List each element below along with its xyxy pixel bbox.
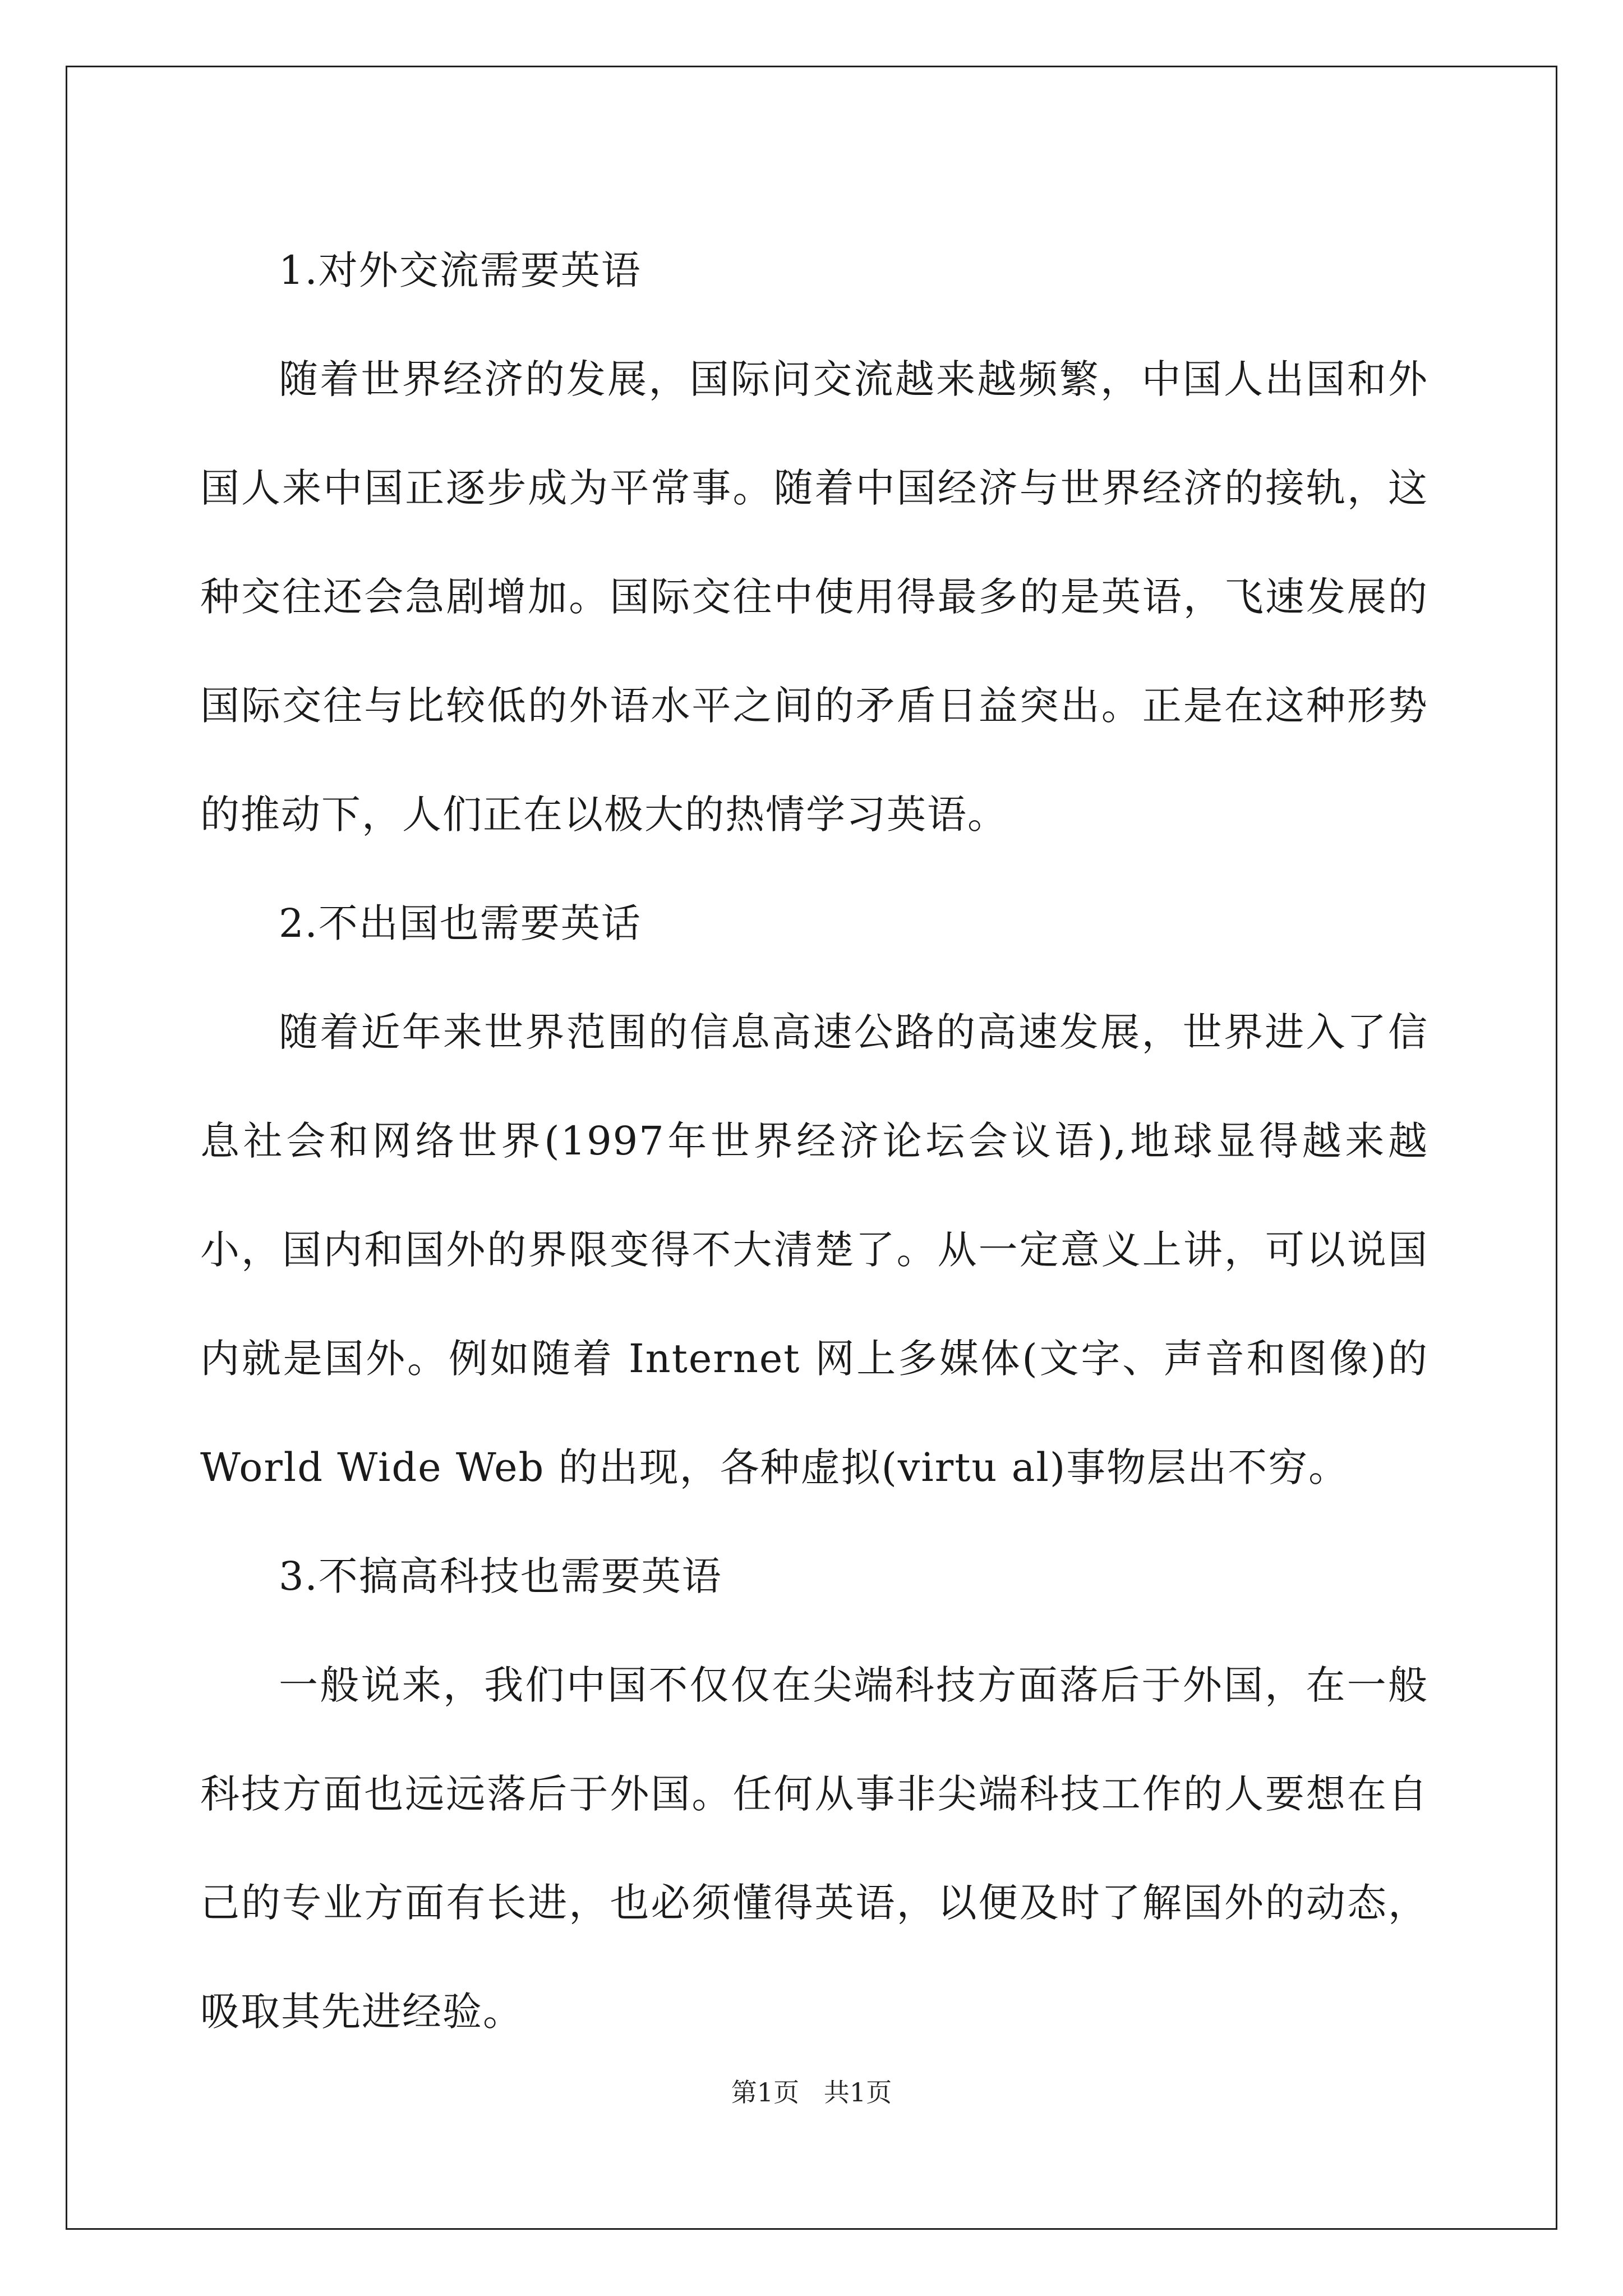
section-heading-2: 2.不出国也需要英话 [279, 900, 642, 946]
section-paragraph-3: 一般说来，我们中国不仅仅在尖端科技方面落后于外国，在一般科技方面也远远落后于外国。任何从事非尖端科技工作的人要想在自己的专业方面有长进，也必须懂得英语，以便及时了解国外的动态，吸取其先进经验。 [200, 1662, 1428, 2035]
section-heading-3: 3.不搞高科技也需要英语 [279, 1553, 722, 1599]
section-heading-1: 1.对外交流需要英语 [279, 247, 642, 293]
section-paragraph-1: 随着世界经济的发展，国际问交流越来越频繁，中国人出国和外国人来中国正逐步成为平常事。随着中国经济与世界经济的接轨，这种交往还会急剧增加。国际交往中使用得最多的是英语，飞速发展的国际交往与比较低的外语水平之间的矛盾日益突出。正是在这种形势的推动下，人们正在以极大的热情学习英语。 [200, 356, 1428, 838]
document-body [200, 216, 1428, 2066]
page-footer: 第1页 共1页 [731, 2077, 892, 2108]
section-paragraph-2: 随着近年来世界范围的信息高速公路的高速发展，世界进入了信息社会和网络世界(1997年世界经济论坛会议语),地球显得越来越小，国内和国外的界限变得不大清楚了。从一定意义上讲，可以说国内就是国外。例如随着 Internet 网上多媒体(文字、声音和图像)的 World Wide Web 的出现，各种虚拟(virtu al)事物层出不穷。 [200, 1009, 1428, 1490]
